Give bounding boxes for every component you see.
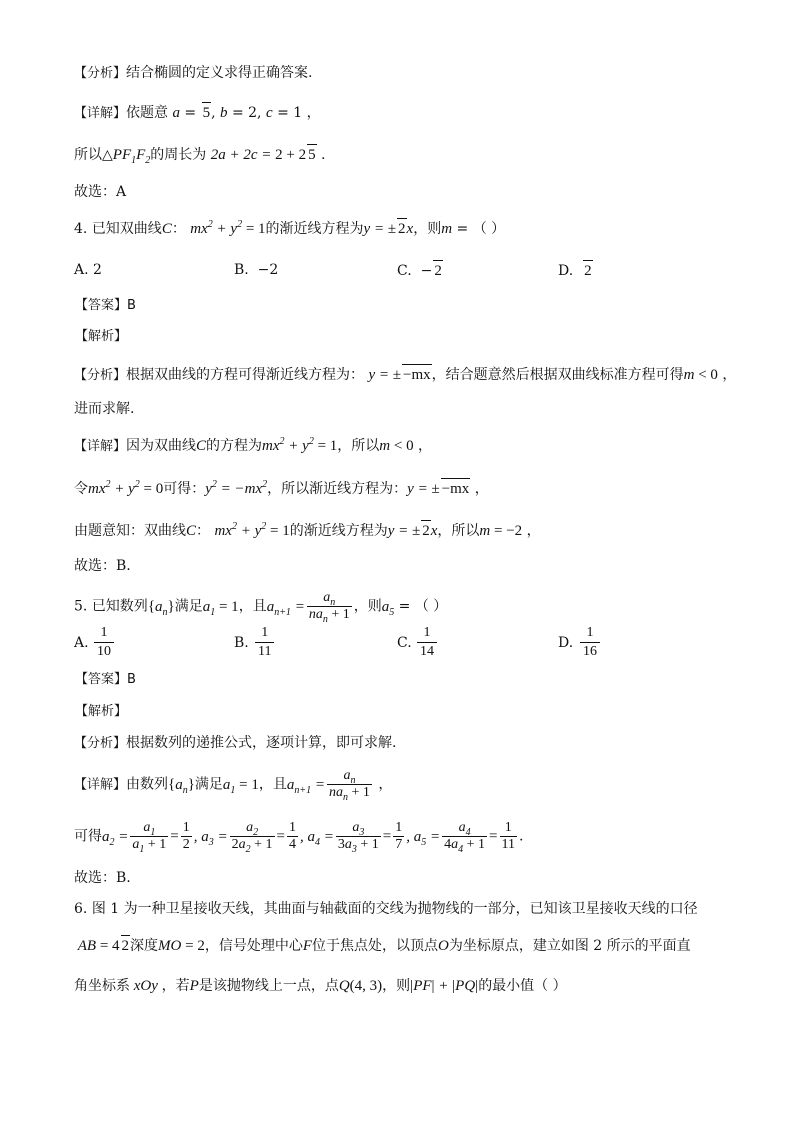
q5-stem-b: 满足 (174, 598, 203, 615)
line-c1: 由题意知：双曲线 (74, 523, 186, 539)
line3-c: 是该抛物线上一点，点 (198, 978, 339, 994)
q4-analysis-2: 进而求解. (74, 401, 135, 417)
option-den: 11 (255, 642, 274, 661)
line2-b: ，信号处理中心 (204, 938, 303, 954)
analysis-text: 结合椭圆的定义求得正确答案. (126, 65, 313, 81)
obtain-label: 可得 (74, 828, 102, 845)
analysis-b: ，结合题意然后根据双曲线标准方程可得 (431, 367, 684, 383)
q5-computation: 可得$a_2$ = $\frac{a_1}{a_1 + 1}$ = $\frac{1}{2}$ , $a_3$ = $\frac{a_2}{2a_2 + 1}$ = $\frac{1}{4}$ , $a_4$ = $\frac{a_3}{3a_3 + 1}$ = $\frac{1}{7}$ , $a_5$ = $\frac{a_4}{4a_4 + 1}$ = $\frac{1}{11}$ . (74, 820, 524, 855)
q4-stem-b: 的渐近线方程为 (265, 221, 364, 237)
sqrt-2: 2 (433, 260, 443, 281)
sqrt-2: 2 (583, 260, 593, 281)
a1-eq: $a_1 = 1$ (202, 598, 239, 618)
q5-answer: 【答案】B (75, 672, 136, 687)
option-value: −2 (257, 262, 279, 278)
analysis-label: 【分析】 (74, 368, 127, 383)
a3: , $a_3$ = (193, 828, 228, 848)
a2: $a_2$ = (102, 828, 129, 848)
var-b: b (220, 105, 228, 121)
frac-a5: $\frac{a_4}{4a_4 + 1}$ (444, 820, 486, 855)
line-b3: ，所以渐近线方程为： (267, 481, 408, 497)
q5-option-a-frac (94, 624, 114, 661)
var-C: C (186, 523, 197, 539)
var-m: m (441, 221, 453, 237)
eq-zero: $mx^2 + y^2 = 0$ (88, 479, 164, 497)
q4-equation: $mx^2 + y^2 = 1$ (262, 436, 338, 454)
abs-sum: |PF| + |PQ| (410, 978, 479, 994)
recurrence-frac: $\frac{a_n}{na_n + 1}$ (308, 590, 350, 625)
q5-choose: 故选：B. (74, 870, 131, 886)
line-c3: ，所以 (437, 523, 480, 539)
m-lt-0: m < 0 (683, 367, 718, 383)
option-letter: B. (234, 262, 249, 278)
option-value: − (420, 263, 433, 279)
option-letter: D. (558, 635, 574, 651)
q5-stem-d: ，则 (353, 598, 382, 615)
q4-line-c: 由题意知：双曲线C： $mx^2 + y^2 = 1$的渐近线方程为y = ± 2x，所以m = −2 ， (74, 521, 541, 539)
mo-depth: MO = 2 (158, 938, 205, 954)
option-num: 1 (423, 625, 431, 640)
option-den: 14 (417, 642, 437, 661)
var-C: C (161, 221, 172, 237)
q6-line1-text: 图 1 为一种卫星接收天线，其曲面与轴截面的交线为抛物线的一部分，已知该卫星接收天线的口径 (91, 901, 698, 917)
q5-explain: 【解析】 (75, 704, 128, 719)
point-Q: Q(4, 3) (338, 978, 383, 994)
option-letter: C. (397, 263, 412, 279)
detail-label: 【详解】 (74, 439, 127, 454)
a1-eq: $a_1 = 1$ (222, 776, 259, 796)
line3-a: 角坐标系 (74, 978, 130, 994)
xoy: xOy (130, 978, 162, 994)
q6-number: 6. (74, 901, 88, 917)
perimeter-prefix: 所以 (74, 147, 102, 163)
q4-stem: 4. 已知双曲线C： $mx^2 + y^2 = 1$的渐近线方程为y = ± 2x，则m = （ ） (74, 219, 506, 237)
q4-asymptote: y = ± 2x (364, 221, 414, 237)
option-value: 2 (93, 262, 102, 278)
q4-equation: $mx^2 + y^2 = 1$ (190, 219, 266, 237)
seq-braces: $\{a_n\}$ (168, 776, 195, 796)
perimeter-line: 所以$\triangle PF_1F_2$的周长为 2a + 2c = 2 + 2 5 . (74, 144, 326, 165)
option-num: 1 (586, 625, 594, 640)
detail-a: 因为双曲线 (126, 438, 197, 454)
m-value: m = −2 (479, 523, 523, 539)
option-num: 1 (261, 625, 269, 640)
q4-answer: 【答案】B (75, 298, 136, 313)
q4-option-b[interactable] (234, 260, 278, 280)
option-den: 10 (94, 642, 114, 661)
q5-stem-e: （ ） (414, 598, 448, 615)
line2-d: 为坐标原点，建立如图 2 所示的平面直 (448, 938, 691, 954)
option-letter: D. (558, 263, 574, 279)
q5-option-d-frac (580, 624, 600, 661)
recurrence: $a_{n+1}$ = (286, 776, 326, 796)
q5-option-c-frac (417, 624, 437, 661)
q4-asymptote: y = ± 2x (388, 523, 438, 539)
q4-option-a[interactable] (74, 260, 102, 280)
q5-stem-a: 已知数列 (91, 598, 148, 615)
q4-equation: $mx^2 + y^2 = 1$ (214, 521, 290, 539)
line-b2: 可得： (163, 481, 206, 497)
analysis-label: 【分析】 (74, 66, 127, 81)
recurrence-frac: $\frac{a_n}{na_n + 1}$ (329, 768, 370, 803)
m-lt-0: m < 0 (379, 438, 414, 454)
frac-quarter: $\frac{1}{4}$ (289, 820, 296, 852)
a5: $a_5$ (381, 598, 395, 618)
detail-text: 依题意 (126, 105, 169, 121)
ab-length: AB = 4 2 (74, 938, 130, 954)
detail-b: 的方程为 (206, 438, 263, 454)
sqrt-5: 5 (202, 102, 212, 123)
q5-stem-c: ，且 (238, 598, 267, 615)
analysis-text: 根据数列的递推公式，逐项计算，即可求解. (126, 735, 397, 751)
a5-eq: , $a_5$ = (406, 828, 441, 848)
detail-b: 满足 (194, 776, 223, 793)
q4-option-c[interactable] (397, 260, 443, 281)
option-letter: A. (74, 635, 89, 651)
formula: a (172, 105, 180, 121)
line-c2: 的渐近线方程为 (289, 523, 388, 539)
analysis-label: 【分析】 (74, 736, 127, 751)
frac-a4: $\frac{a_3}{3a_3 + 1}$ (337, 820, 379, 855)
q4-stem-a: 已知双曲线 (91, 221, 162, 237)
q5-option-b-frac (255, 624, 274, 661)
line2-a: 深度 (130, 938, 159, 954)
q4-choose: 故选：B. (74, 558, 131, 574)
detail-label: 【详解】 (74, 777, 127, 793)
option-den: 16 (580, 642, 600, 661)
detail-line: 【详解】依题意 a = 5, b = 2, c = 1 ， (74, 102, 321, 124)
q6-line2 (74, 935, 691, 956)
var-P: P (189, 978, 199, 994)
frac-a2: $\frac{a_1}{a_1 + 1}$ (132, 820, 167, 855)
triangle-name: $PF_1F_2$ (112, 147, 151, 166)
detail-label: 【详解】 (74, 106, 127, 121)
var-c: c (265, 105, 273, 121)
q5-option-d[interactable] (558, 633, 573, 653)
asymptote-general: y = ± −mx (368, 367, 431, 383)
analysis-line (74, 63, 312, 84)
recurrence: $a_{n+1}$ = (266, 598, 305, 618)
detail-a: 由数列 (126, 776, 169, 793)
choose-line: 故选：A (74, 184, 127, 200)
option-num: 1 (100, 625, 108, 640)
frac-eleventh: $\frac{1}{11}$ (501, 820, 515, 852)
q6-line3 (74, 976, 567, 996)
var-F: F (302, 938, 313, 954)
detail-c: ，且 (258, 776, 287, 793)
q5-option-b[interactable] (234, 633, 249, 653)
q4-option-d[interactable] (558, 260, 593, 281)
line-b1: 令 (74, 481, 88, 497)
eq: = (489, 828, 498, 845)
a4: , $a_4$ = (300, 828, 334, 848)
option-letter: A. (74, 262, 89, 278)
eq: = (276, 828, 285, 845)
q5-analysis (74, 733, 396, 754)
q5-number: 5. (74, 598, 88, 615)
q4-stem-c: ，则 (413, 221, 442, 237)
var-O: O (438, 938, 449, 954)
eq: = (382, 828, 392, 845)
perimeter-formula: 2a + 2c = 2 + 2 5 (211, 147, 317, 163)
asymptote-general: y = ± −mx (407, 481, 470, 497)
q5-detail: 【详解】由数列$\{a_n\}$满足$a_1 = 1$，且$a_{n+1}$ = $\frac{a_n}{na_n + 1}$ ， (74, 768, 393, 803)
q4-detail: 【详解】因为双曲线C的方程为$mx^2 + y^2 = 1$，所以m < 0 ， (74, 436, 433, 454)
line3-b: ，若 (161, 978, 190, 994)
line3-d: ，则 (382, 978, 411, 994)
option-letter: C. (397, 635, 412, 651)
q5-option-c[interactable] (397, 633, 412, 653)
q5-option-a[interactable] (74, 633, 89, 653)
seq-braces: $\{a_n\}$ (147, 598, 175, 618)
q4-line-b: 令$mx^2 + y^2 = 0$可得：$y^2 = -mx^2$，所以渐近线方程为：y = ± −mx ， (74, 479, 489, 497)
q4-explain: 【解析】 (75, 329, 128, 344)
perimeter-suffix: 的周长为 (150, 147, 207, 163)
detail-c: ，所以 (337, 438, 380, 454)
frac-half: $\frac{1}{2}$ (182, 820, 190, 852)
q6-line1 (74, 899, 698, 919)
eq: = (170, 828, 179, 845)
frac-a3: $\frac{a_2}{2a_2 + 1}$ (231, 820, 273, 855)
eq-y2: $y^2 = -mx^2$ (205, 479, 268, 497)
line3-e: 的最小值（ ） (478, 978, 567, 994)
q4-number: 4. (74, 221, 88, 237)
var-C: C (196, 438, 207, 454)
frac-seventh: $\frac{1}{7}$ (395, 820, 403, 852)
q4-analysis: 【分析】根据双曲线的方程可得渐近线方程为： y = ± −mx，结合题意然后根据双曲线标准方程可得m < 0 ， (74, 364, 736, 386)
q5-stem: 5. 已知数列$\{a_n\}$满足$a_1 = 1$，且$a_{n+1}$ = $\frac{a_n}{na_n + 1}$ ，则$a_5$ = （ ） (74, 590, 448, 625)
q4-stem-d: （ ） (472, 221, 506, 237)
option-letter: B. (234, 635, 249, 651)
analysis-a: 根据双曲线的方程可得渐近线方程为： (126, 367, 365, 383)
line2-c: 位于焦点处，以顶点 (312, 938, 439, 954)
